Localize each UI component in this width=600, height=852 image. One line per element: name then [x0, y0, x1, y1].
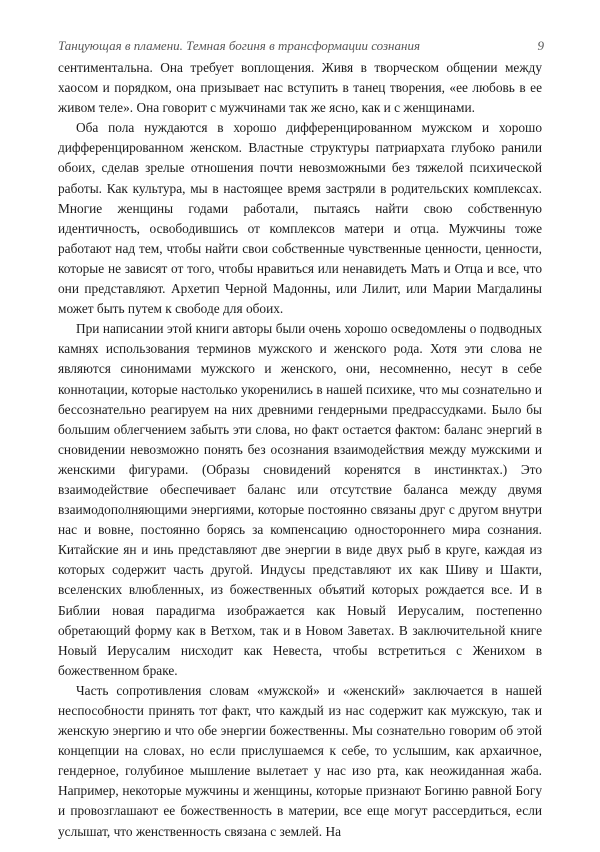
paragraph-4: Часть сопротивления словам «мужской» и «женский» заключается в нашей неспособности принять тот факт, что каждый из нас содержит как мужскую, так и женскую энергию и что обе энергии божественны. Мы сознательно говорим об этой концепции на словах, но если прислушаемся к себе, то услышим, как архаичное, гендерное, голубиное мышление вылетает у нас изо рта, как неожиданная жаба. Например, некоторые мужчины и женщины, которые признают Богиню равной Богу и провозглашают ее божественность в материи, все еще могут рассердиться, если услышат, что женственность связана с землей. На	[58, 682, 542, 839]
paragraph-2: Оба пола нуждаются в хорошо дифференцированном мужском и хорошо дифференцированном женском. Властные структуры патриархата глубоко ранили обоих, сделав зрелые отношения почти невозможными без тяжелой психической работы. Как культура, мы в настоящее время застряли в родительских комплексах. Многие женщины годами работали, пытаясь найти свою собственную идентичность, освободившись от комплексов матери и отца. Мужчины тоже работают над тем, чтобы найти свои собственные чувственные ценности, ценности, которые не зависят от того, чтобы нравиться или ненавидеть Мать и Отца и все, что они представляют. Архетип Черной Мадонны, или Лилит, или Марии Магдалины может быть путем к свободе для обоих.	[58, 120, 542, 317]
page-number: 9	[537, 38, 544, 53]
running-header	[58, 38, 544, 54]
body-text	[58, 58, 542, 842]
running-title: Танцующая в пламени. Темная богиня в трансформации сознания	[58, 38, 420, 53]
paragraph-3: При написании этой книги авторы были очень хорошо осведомлены о подводных камнях использования терминов мужского и женского рода. Хотя эти слова не являются синонимами мужского и женского, они, несомненно, несут в себе коннотации, которые настолько укоренились в нашей психике, что мы сознательно и бессознательно реагируем на них древними гендерными предрассудками. Было бы большим облегчением забыть эти слова, но факт остается фактом: баланс энергий в сновидении невозможно понять без осознания взаимодействия между мужскими и женскими фигурами. (Образы сновидений коренятся в инстинктах.) Это взаимодействие обеспечивает баланс или отсутствие баланса между двумя взаимодополняющими энергиями, которые постоянно связаны друг с другом внутри нас и вовне, постоянно борясь за компенсацию одностороннего мира сознания. Китайские ян и инь представляют две энергии в виде двух рыб в круге, каждая из которых содержит часть другой. Индусы представляют их как Шиву и Шакти, вселенских влюбленных, из божественных объятий которых рождается все. И в Библии новая парадигма изображается как Новый Иерусалим, постепенно обретающий форму как в Ветхом, так и в Новом Заветах. В заключительной книге Новый Иерусалим нисходит как Невеста, чтобы встретиться с Женихом в божественном браке.	[58, 321, 542, 678]
paragraph-1: сентиментальна. Она требует воплощения. Живя в творческом общении между хаосом и порядком, она призывает нас вступить в танец творения, «ее любовь в ее живом теле». Она говорит с мужчинами так же ясно, как и с женщинами.	[58, 60, 542, 116]
